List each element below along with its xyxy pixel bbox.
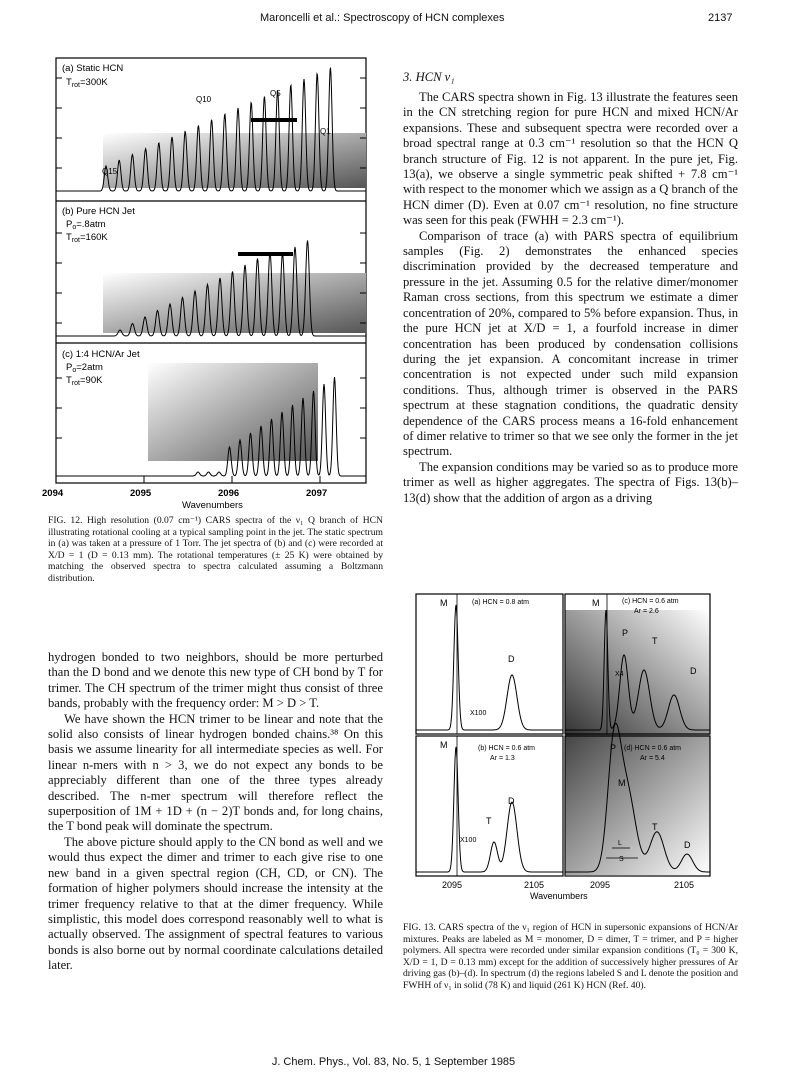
- fig13-panel-a-label: (a) HCN = 0.8 atm: [472, 599, 529, 606]
- left-paragraph-1: hydrogen bonded to two neighbors, should be more perturbed than the D bond and we denote this new type of CH bond by T for trimer. The CH spectrum of the trimer might thus consist of three bands, probably with the frequency order: M > D > T.: [48, 650, 383, 711]
- fig12-shade-c: [148, 363, 318, 461]
- fig13-d-region-s: S: [619, 856, 624, 863]
- fig12-panel-c-pressure: $P_o=2atm$: [66, 362, 103, 374]
- fig13-xlabel: Wavenumbers: [530, 891, 588, 901]
- left-paragraph-2: We have shown the HCN trimer to be linear and note that the solid also consists of linear hydrogen bonded chains.³⁸ On this basis we assume linearity for all intermediate species as well. For linear n-mers with n > 3, we do not expect any bonds to be appreciably different than one of the three types already described. The n-mer spectrum will therefore reflect the superposition of 1M + 1D + (n − 2)T bonds and, for long chains, the T bond peak will dominate the spectrum.: [48, 711, 383, 834]
- fig12-panel-a-label: (a) Static HCN: [62, 63, 124, 74]
- fig12-panel-c-label: (c) 1:4 HCN/Ar Jet: [62, 349, 140, 360]
- fig13-d-peak-m: M: [618, 778, 626, 788]
- fig12-resolution-bar-b: [238, 252, 293, 256]
- right-paragraph-1: The CARS spectra shown in Fig. 13 illustrate the features seen in the CN stretching region for pure HCN and mixed HCN/Ar expansions. These and subsequent spectra were recorded over a broad spectral range at 0.3 cm⁻¹ resolution so that the HCN Q branch structure of Fig. 12 is not apparent. In the pure jet, Fig. 13(a), we observe a single symmetric peak shifted + 7.8 cm⁻¹ with respect to the monomer which we assign as a Q branch of the HCN dimer (D). Even at 0.07 cm⁻¹ resolution, no fine structure was seen for this peak (FWHH = 2.3 cm⁻¹).: [403, 90, 738, 228]
- fig13-panel-c-label: (c) HCN = 0.6 atm: [622, 598, 679, 605]
- fig13-c-peak-t: T: [652, 636, 658, 646]
- fig13-b-peak-d: D: [508, 796, 515, 806]
- fig12-xtick-2097: 2097: [306, 488, 328, 499]
- fig12-peak-label-q5: Q5: [270, 89, 281, 98]
- page-number: 2137: [708, 12, 733, 24]
- journal-footer: J. Chem. Phys., Vol. 83, No. 5, 1 September 1985: [271, 1056, 516, 1068]
- right-paragraph-2: Comparison of trace (a) with PARS spectra of equilibrium samples (Fig. 2) demonstrates the enhanced species discrimination provided by the decreased temperature and pressure in the jet. Assuming 0.5 for the relative dimer/monomer Raman cross sections, from this spectrum we estimate a dimer concentration of 20%, compared to 5% before expansion. Thus, in the pure HCN jet at X/D = 1, a fourfold increase in dimer concentration has been produced by condensation collisions during the jet expansion. A concomitant increase in trimer concentration is not expected under such mild expansion conditions. Thus, although trimer is observed in the PARS spectrum at these stagnation conditions, the quadratic density dependence of the CARS process means a 16-fold enhancement of dimer relative to trimer so that we see only the former in the jet spectrum.: [403, 228, 738, 459]
- figure-12: [42, 58, 378, 513]
- fig13-panel-b-label: (b) HCN = 0.6 atm: [478, 745, 535, 752]
- fig13-xtick-d-2095: 2095: [590, 880, 611, 890]
- fig13-c-peak-m: M: [592, 598, 600, 608]
- fig13-panel-d-label: (d) HCN = 0.6 atm: [624, 745, 681, 752]
- running-title: Maroncelli et al.: Spectroscopy of HCN complexes: [260, 12, 505, 24]
- fig12-peak-label-q10: Q10: [196, 95, 212, 104]
- right-paragraph-3: The expansion conditions may be varied so as to produce more trimer as well as higher aggregates. The spectra of Figs. 13(b)–13(d) show that the addition of argon as a driving: [403, 459, 738, 505]
- fig12-resolution-bar-a: [251, 118, 297, 122]
- fig13-c-peak-p: P: [622, 628, 629, 638]
- figure-13: [412, 590, 722, 905]
- fig13-d-region-l: L: [618, 840, 622, 847]
- fig13-b-peak-t: T: [486, 816, 492, 826]
- figure-13-plot: [412, 590, 722, 900]
- right-column-text: [403, 90, 738, 506]
- fig13-xtick-d-2105: 2105: [674, 880, 695, 890]
- fig12-panel-a-temp: $T_{rot}=300K$: [66, 77, 108, 89]
- fig13-caption: FIG. 13. CARS spectra of the ν₁ region of HCN in supersonic expansions of HCN/Ar mixtures. Peaks are labeled as M = monomer, D = dimer, T = trimer, and P = higher polymers. All spectra were recorded under similar expansion conditions (T₀ = 300 K, X/D = 1, D = 0.13 mm) except for the addition of successively higher pressures of Ar driving gas (b)–(d). In spectrum (d) the regions labeled S and L denote the position and FWHH of ν₁ in solid (78 K) and liquid (261 K) HCN (Ref. 40).: [403, 922, 738, 991]
- fig12-panel-b-label: (b) Pure HCN Jet: [62, 206, 135, 217]
- fig13-frame-a: [416, 594, 563, 734]
- fig13-c-scale-x4: X4: [615, 671, 624, 678]
- fig13-d-peak-p: P: [610, 743, 617, 753]
- fig13-xtick-a-2105: 2105: [524, 880, 545, 890]
- fig12-caption: FIG. 12. High resolution (0.07 cm⁻¹) CARS spectra of the ν₁ Q branch of HCN illustrating rotational cooling at a typical sampling point in the jet. The static spectrum in (a) was taken at a pressure of 1 Torr. The jet spectra of (b) and (c) were recorded at X/D = 1 (D = 0.13 mm). The rotational temperatures (± 25 K) were obtained by matching the observed spectra to spectra calculated assuming a Boltzmann distribution.: [48, 515, 383, 584]
- fig12-peak-label-q15: Q15: [102, 167, 118, 176]
- fig12-xlabel: Wavenumbers: [182, 500, 243, 511]
- fig13-spectrum-b: [416, 747, 563, 872]
- left-paragraph-3: The above picture should apply to the CN bond as well and we would thus expect the dimer and trimer to each give rise to one new band in a given spectral region (CH, CD, or CN). The formation of higher polymers should increase the intensity at the trimer frequency relative to that at the dimer frequency. While simplistic, this model does correspond reasonably well to what is actually observed. The assignment of spectral features to various bonds is also borne out by normal coordinate calculations detailed later.: [48, 834, 383, 973]
- fig13-xtick-a-2095: 2095: [442, 880, 463, 890]
- fig12-peak-label-q1: Q1: [320, 127, 331, 136]
- fig13-shade-c: [565, 610, 710, 735]
- fig13-a-scale-x100: X100: [470, 710, 487, 717]
- fig12-xtick-2094: 2094: [42, 488, 64, 499]
- fig12-panel-b-pressure: $P_o=.8atm$: [66, 219, 106, 231]
- fig13-panel-d-label2: Ar = 5.4: [640, 755, 665, 762]
- fig13-a-peak-d: D: [508, 654, 515, 664]
- fig13-b-scale-x100: X100: [460, 837, 477, 844]
- figure-12-plot: [42, 58, 378, 511]
- fig13-b-peak-m: M: [440, 740, 448, 750]
- left-column-text: [48, 650, 383, 974]
- section-title: 3. HCN ν₁: [403, 70, 455, 84]
- fig13-spectrum-a: [416, 605, 563, 730]
- fig13-d-peak-t: T: [652, 822, 658, 832]
- fig12-xtick-2095: 2095: [130, 488, 152, 499]
- fig13-panel-c-label2: Ar = 2.6: [634, 608, 659, 615]
- fig12-panel-b-temp: $T_{rot}=160K$: [66, 232, 108, 244]
- fig12-xtick-2096: 2096: [218, 488, 240, 499]
- fig13-c-peak-d: D: [690, 666, 697, 676]
- fig13-d-peak-d: D: [684, 840, 691, 850]
- fig13-panel-b-label2: Ar = 1.3: [490, 755, 515, 762]
- fig12-panel-c-temp: $T_{rot}=90K$: [66, 375, 103, 387]
- fig13-a-peak-m: M: [440, 598, 448, 608]
